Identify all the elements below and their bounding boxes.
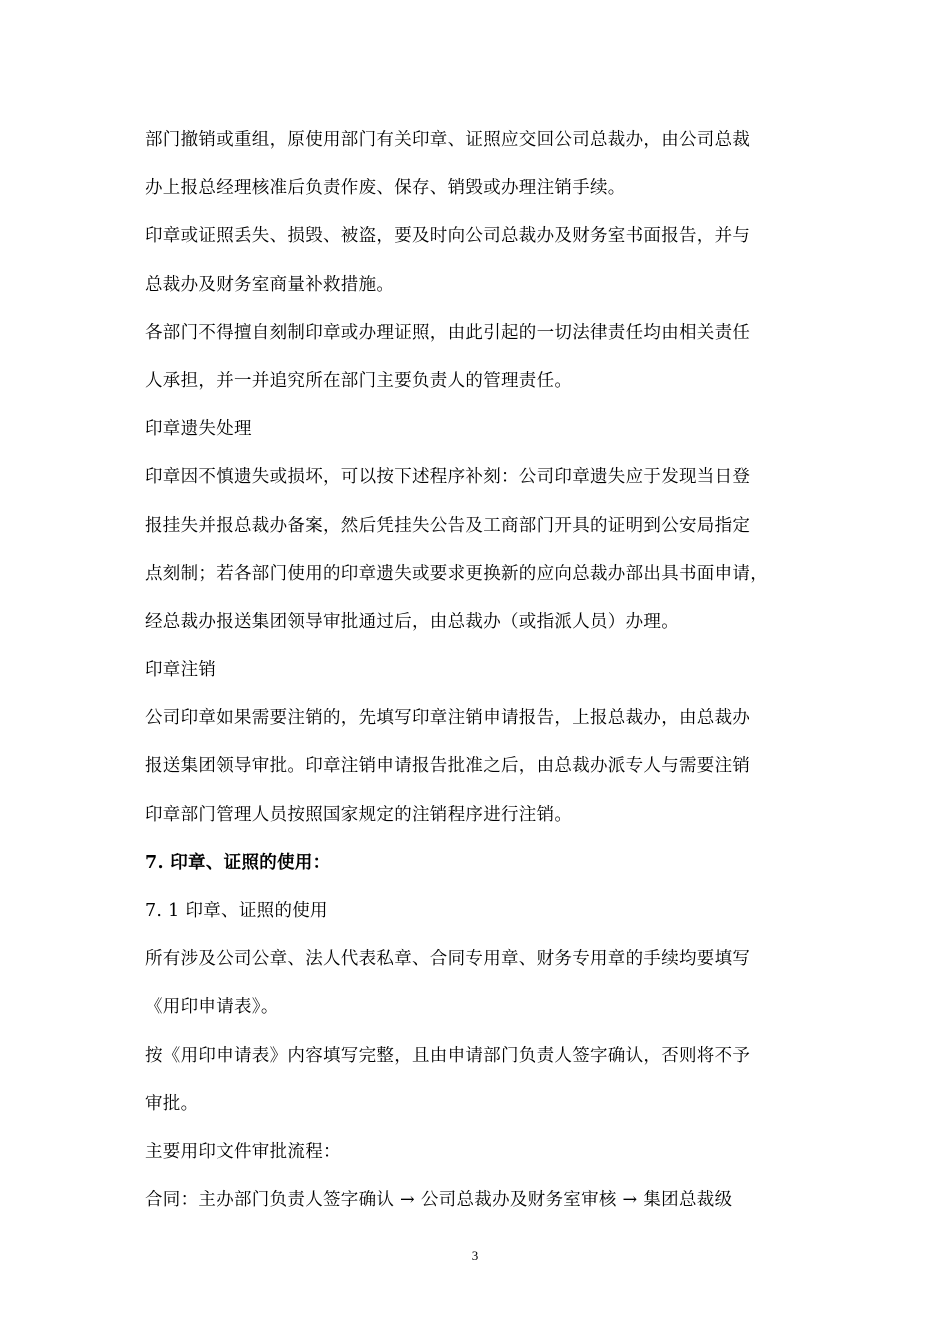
paragraph-line: 公司印章如果需要注销的，先填写印章注销申请报告，上报总裁办，由总裁办	[145, 708, 751, 729]
paragraph-line: 按《用印申请表》内容填写完整，且由申请部门负责人签字确认，否则将不予	[145, 1045, 751, 1066]
paragraph-line: 办上报总经理核准后负责作废、保存、销毁或办理注销手续。	[145, 178, 626, 199]
paragraph-line: 印章或证照丢失、损毁、被盗，要及时向公司总裁办及财务室书面报告，并与	[145, 226, 751, 247]
paragraph-line: 人承担，并一并追究所在部门主要负责人的管理责任。	[145, 370, 573, 391]
section-heading: 印章注销	[145, 660, 217, 681]
paragraph-line: 印章部门管理人员按照国家规定的注销程序进行注销。	[145, 804, 573, 825]
chapter-heading: 7. 印章、证照的使用：	[145, 852, 331, 873]
section-heading: 印章遗失处理	[145, 419, 252, 440]
page-number: 3	[471, 1248, 479, 1263]
paragraph-line: 点刻制；若各部门使用的印章遗失或要求更换新的应向总裁办部出具书面申请，	[145, 563, 768, 584]
paragraph-line: 审批。	[145, 1093, 199, 1114]
paragraph-line: 报挂失并报总裁办备案，然后凭挂失公告及工商部门开具的证明到公安局指定	[145, 515, 751, 536]
subsection-heading: 7. 1 印章、证照的使用	[145, 901, 328, 921]
paragraph-line: 所有涉及公司公章、法人代表私章、合同专用章、财务专用章的手续均要填写	[145, 949, 751, 970]
paragraph-line: 《用印申请表》。	[145, 997, 279, 1018]
body-text	[145, 116, 825, 1224]
paragraph-line: 经总裁办报送集团领导审批通过后，由总裁办（或指派人员）办理。	[145, 611, 679, 632]
paragraph-line: 总裁办及财务室商量补救措施。	[145, 274, 395, 295]
paragraph-line: 部门撤销或重组，原使用部门有关印章、证照应交回公司总裁办，由公司总裁	[145, 130, 751, 150]
paragraph-line: 合同：主办部门负责人签字确认 → 公司总裁办及财务室审核 → 集团总裁级	[145, 1190, 733, 1211]
paragraph-line: 主要用印文件审批流程：	[145, 1141, 341, 1162]
paragraph-line: 报送集团领导审批。印章注销申请报告批准之后，由总裁办派专人与需要注销	[145, 756, 751, 777]
paragraph-line: 各部门不得擅自刻制印章或办理证照，由此引起的一切法律责任均由相关责任	[145, 322, 751, 343]
paragraph-line: 印章因不慎遗失或损坏，可以按下述程序补刻：公司印章遗失应于发现当日登	[145, 467, 751, 488]
